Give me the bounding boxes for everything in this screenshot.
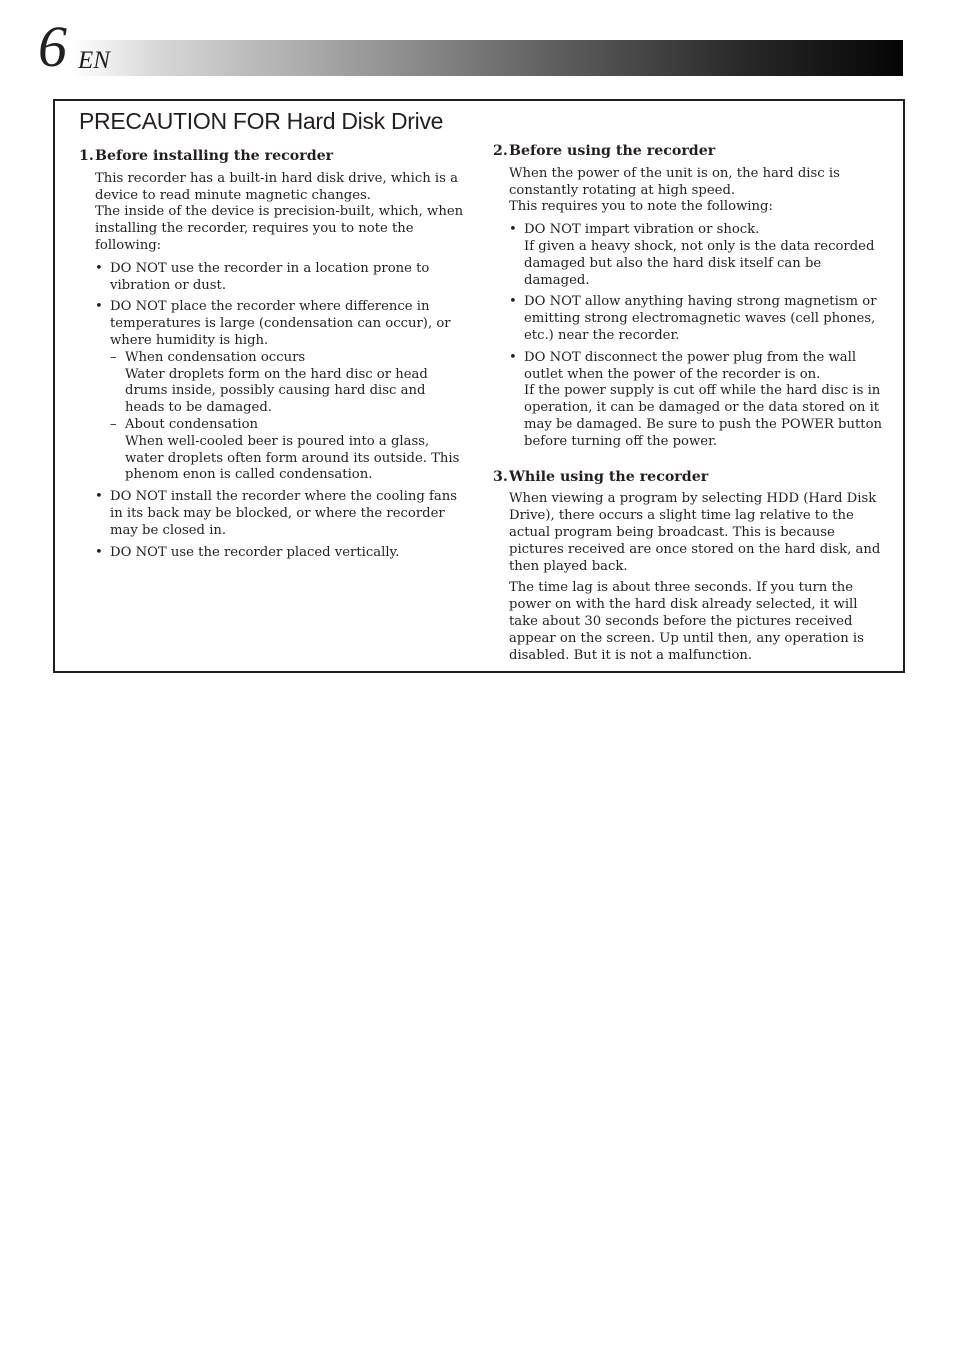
list-item [509,294,883,344]
language-code: EN [78,47,110,74]
list-item [95,489,465,539]
sub-item-text: Water droplets form on the hard disc or head drums inside, possibly causing hard disc and heads to be damaged. [125,366,428,416]
bullet-text: DO NOT install the recorder where the cooling fans in its back may be blocked, or where the recorder may be closed in. [110,489,457,538]
bullet-icon: • [509,349,517,365]
page-title: PRECAUTION FOR Hard Disk Drive [79,108,444,134]
dash-icon: – [110,416,117,432]
section-2-bullet-list [509,222,883,450]
bullet-icon: • [509,294,517,310]
section-1-bullet-list [95,261,465,562]
section-2-title: Before using the recorder [509,143,716,159]
list-item [95,545,465,562]
dash-icon: – [110,349,117,365]
list-item [95,299,465,484]
sub-item-label: About condensation [125,416,259,432]
section-3-title: While using the recorder [509,468,709,485]
bullet-text: DO NOT disconnect the power plug from the wall outlet when the power of the recorder is on. [524,349,857,382]
section-3-para-2: The time lag is about three seconds. If you turn the power on with the hard disk already selected, it will take about 30 seconds before the pictures received appear on the screen. Up until then, any operation is disabled. But it is not a malfunction. [509,580,864,663]
sub-item-label: When condensation occurs [125,349,306,365]
section-1-intro-2: The inside of the device is precision-built, which, when installing the recorder, requires you to note the following: [95,204,464,253]
sub-item-text: When well-cooled beer is poured into a glass, water droplets often form around its outside. This phenom enon is called condensation. [125,433,460,483]
bullet-icon: • [95,544,103,560]
bullet-icon: • [95,260,103,276]
section-1-number: 1. [79,148,94,164]
list-item [95,261,465,295]
bullet-text: DO NOT use the recorder placed vertically. [110,544,400,560]
section-2-heading [493,143,883,160]
right-column [493,143,883,664]
bullet-extra-text: If the power supply is cut off while the hard disc is in operation, it can be damaged or the data stored on it may be damaged. Be sure to push the POWER button before turning off the power. [524,383,883,449]
section-3-body [509,491,883,664]
list-item [509,350,883,451]
sub-item [110,350,465,417]
header-gradient-bar [72,40,903,76]
bullet-text: DO NOT use the recorder in a location prone to vibration or dust. [110,260,430,293]
section-3-number: 3. [493,468,508,485]
section-2-number: 2. [493,143,508,159]
section-1-heading [79,148,465,165]
section-1-intro-1: This recorder has a built-in hard disk drive, which is a device to read minute magnetic changes. [95,170,458,203]
section-3-heading [493,469,883,486]
bullet-text: DO NOT place the recorder where difference in temperatures is large (condensation can occur), or where humidity is high. [110,299,451,348]
bullet-text: DO NOT allow anything having strong magnetism or emitting strong electromagnetic waves (cell phones, etc.) near the recorder. [524,294,877,343]
section-2-intro-1: When the power of the unit is on, the hard disc is constantly rotating at high speed. [509,165,840,198]
left-column [79,148,465,566]
list-item [509,222,883,289]
page-number: 6 [38,14,67,79]
bullet-text: DO NOT impart vibration or shock. [524,222,760,238]
section-3-para-1: When viewing a program by selecting HDD (Hard Disk Drive), there occurs a slight time lag relative to the actual program being broadcast. This is because pictures received are once stored on the hard disk, and then played back. [509,491,881,574]
bullet-icon: • [509,222,517,238]
bullet-icon: • [95,299,103,315]
sub-item [110,417,465,484]
bullet-icon: • [95,489,103,505]
section-2-body [509,166,883,216]
section-1-body [95,171,465,255]
bullet-extra-text: If given a heavy shock, not only is the data recorded damaged but also the hard disk itself can be damaged. [524,238,875,288]
section-1-title: Before installing the recorder [95,148,334,164]
section-2-intro-2: This requires you to note the following: [509,199,773,215]
